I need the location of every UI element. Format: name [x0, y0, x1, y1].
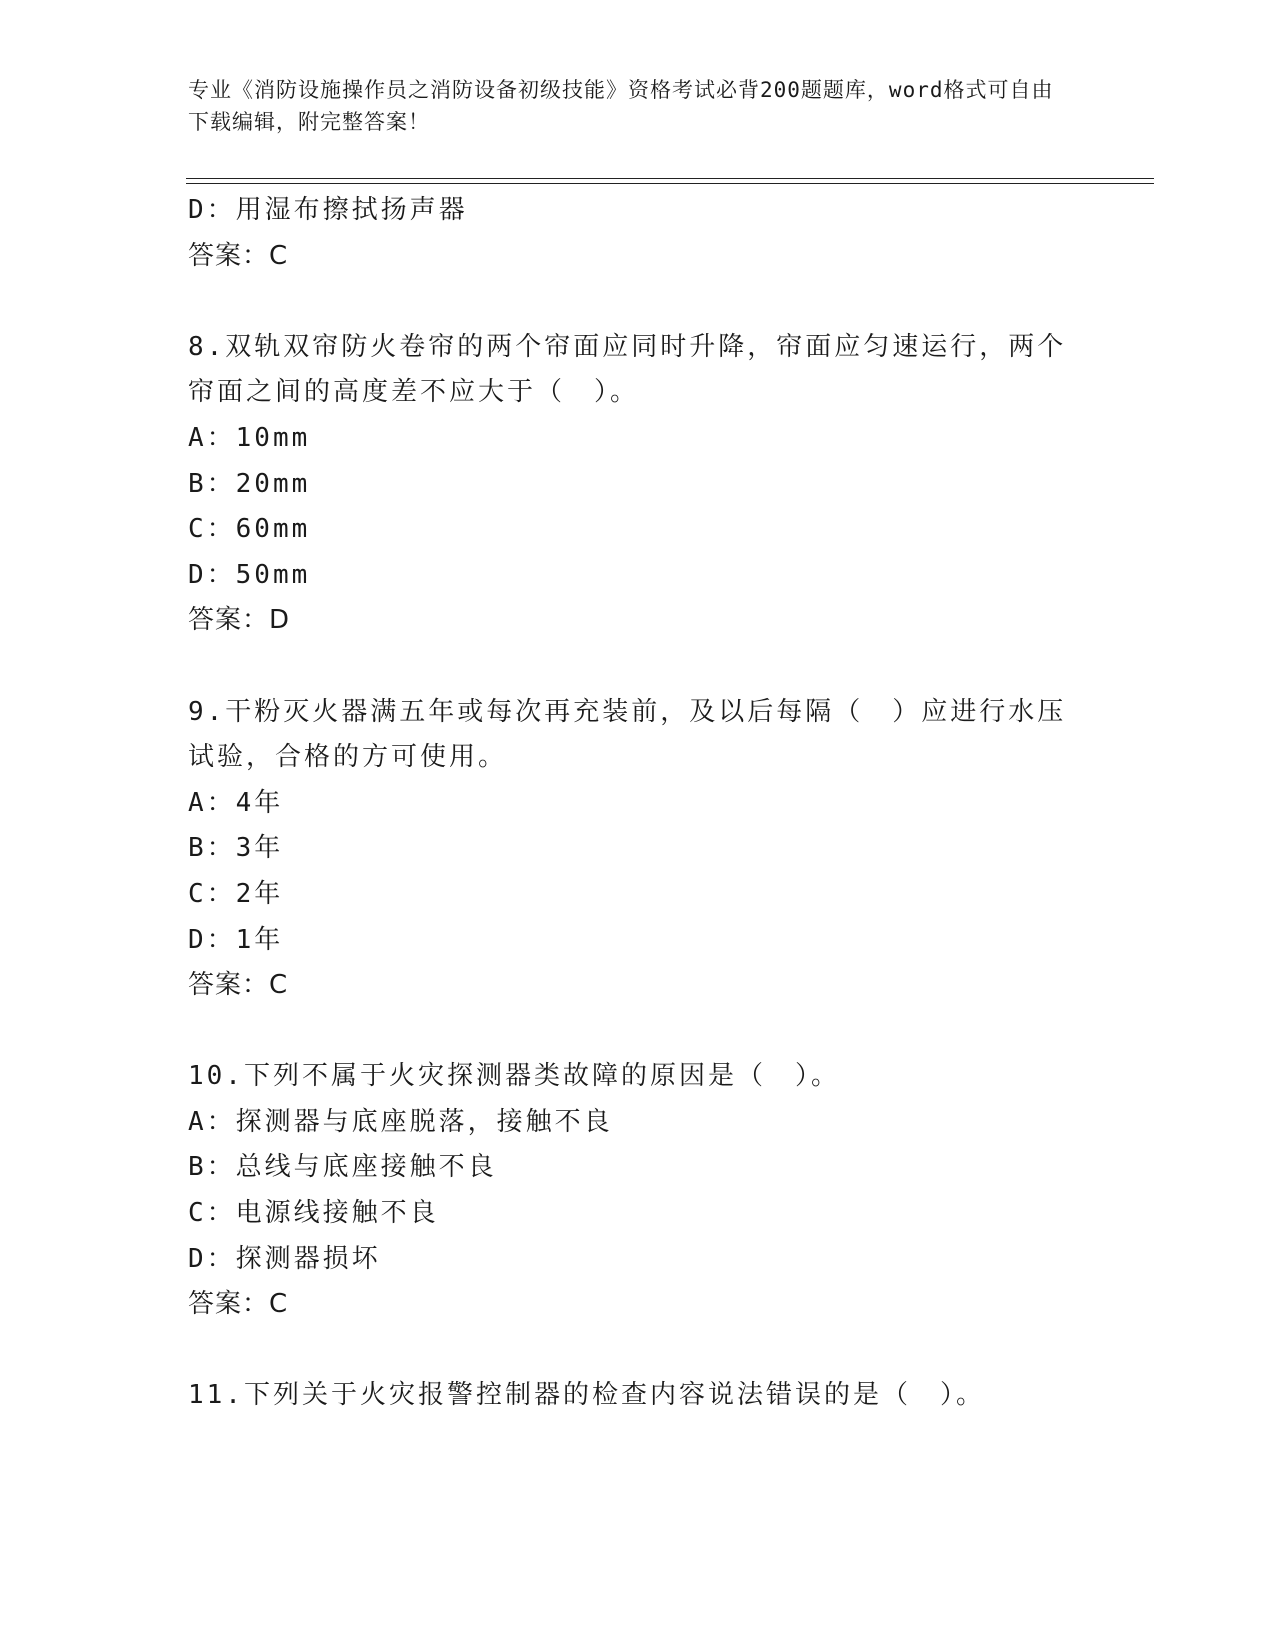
question-9 — [188, 690, 1088, 1009]
question-stem-continued: 试验，合格的方可使用。 — [188, 742, 508, 773]
option-d: D：用湿布擦拭扬声器 — [188, 195, 468, 225]
answer-line: 答案：C — [188, 1289, 289, 1320]
option-c: C：2年 — [188, 878, 284, 909]
spacer — [188, 1009, 1088, 1055]
spacer — [188, 1328, 1088, 1374]
question-stem-continued: 帘面之间的高度差不应大于（ ）。 — [188, 377, 640, 408]
option-b: B：总线与底座接触不良 — [188, 1152, 497, 1183]
option-a: A：10mm — [188, 422, 311, 453]
spacer — [188, 279, 1088, 325]
option-b: B：3年 — [188, 833, 284, 864]
option-d: D：50mm — [188, 559, 311, 590]
option-b: B：20mm — [188, 468, 311, 499]
header-divider-top — [186, 178, 1154, 179]
header-divider-bottom — [186, 183, 1154, 184]
option-a: A：探测器与底座脱落，接触不良 — [188, 1106, 613, 1137]
question-stem: 11.下列关于火灾报警控制器的检查内容说法错误的是（ ）。 — [188, 1380, 985, 1411]
option-d: D：1年 — [188, 924, 284, 955]
question-11 — [188, 1373, 1088, 1419]
question-stem: 9.干粉灭火器满五年或每次再充装前，及以后每隔（ ）应进行水压 — [188, 696, 1067, 727]
question-stem: 8.双轨双帘防火卷帘的两个帘面应同时升降，帘面应匀速运行，两个 — [188, 331, 1067, 362]
question-10 — [188, 1054, 1088, 1328]
answer-line: 答案：D — [188, 605, 291, 636]
question-content — [188, 188, 1088, 1419]
answer-line: 答案：C — [188, 240, 289, 271]
answer-line: 答案：C — [188, 970, 289, 1001]
question-stem: 10.下列不属于火灾探测器类故障的原因是（ ）。 — [188, 1061, 840, 1092]
option-a: A：4年 — [188, 787, 284, 818]
option-c: C：电源线接触不良 — [188, 1198, 439, 1229]
spacer — [188, 644, 1088, 690]
question-8 — [188, 325, 1088, 644]
document-header: 专业《消防设施操作员之消防设备初级技能》资格考试必背200题题库，word格式可自由下载编辑，附完整答案！ — [188, 78, 1054, 134]
option-c: C：60mm — [188, 514, 311, 545]
option-d: D：探测器损坏 — [188, 1243, 381, 1274]
